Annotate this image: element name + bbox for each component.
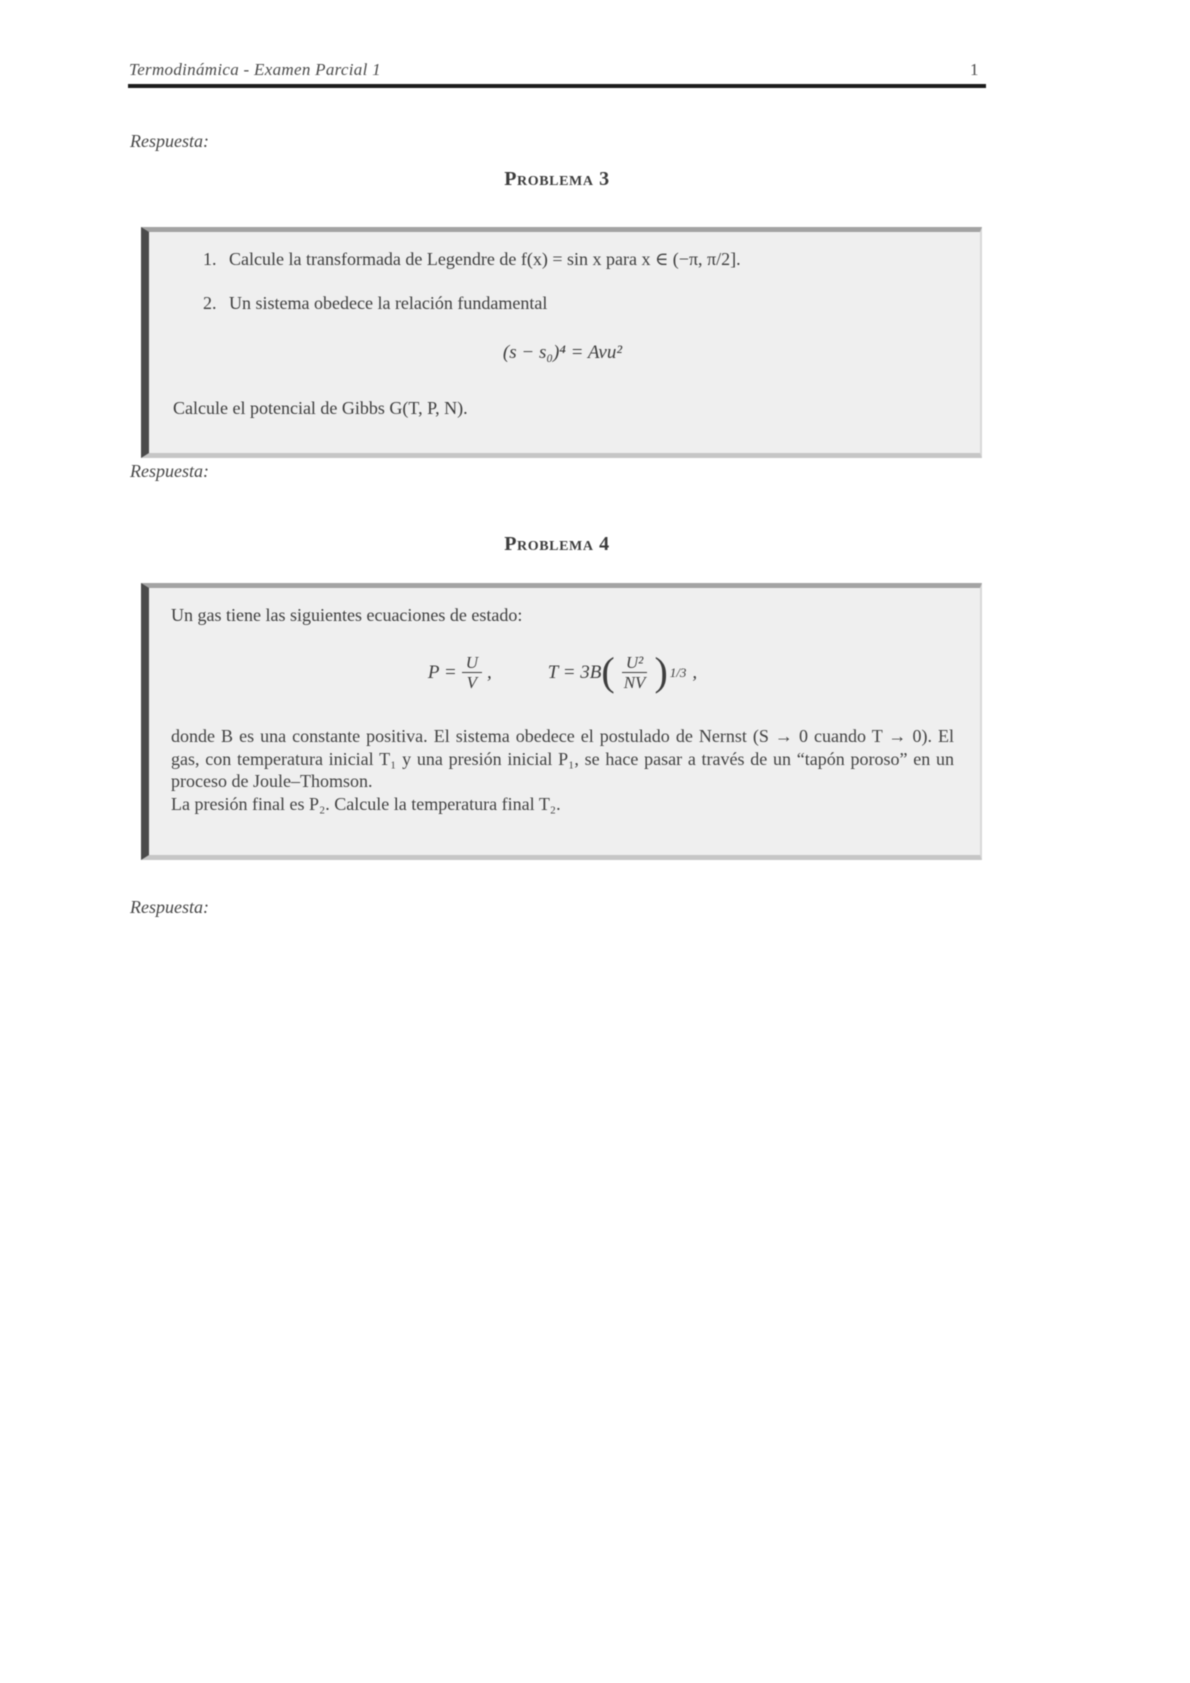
equations-of-state — [171, 643, 954, 701]
respuesta-label-2: Respuesta: — [130, 461, 209, 481]
fraction — [620, 653, 650, 692]
equation-end-punctuation: , — [692, 661, 698, 683]
gibbs-potential-instruction: Calcule el potencial de Gibbs G(T, P, N). — [173, 398, 468, 418]
header-rule — [128, 84, 986, 88]
problem-4-final-question: La presión final es P₂. Calcule la temperatura final T₂. — [171, 793, 561, 814]
item-number: 2. — [203, 293, 217, 313]
fraction-numerator: U² — [622, 653, 647, 673]
problem-4-heading: Problema 4 — [504, 533, 610, 555]
fundamental-relation-equation: (s − s₀)⁴ = Avu² — [502, 342, 623, 363]
header-title: Termodinámica - Examen Parcial 1 — [129, 60, 381, 79]
equation-separator: , — [486, 661, 492, 683]
equations-of-state-intro: Un gas tiene las siguientes ecuaciones de estado: — [171, 605, 523, 625]
problem-3-box — [141, 227, 982, 458]
enumerate-item-2 — [203, 292, 954, 315]
fraction-denominator: NV — [623, 672, 646, 692]
open-paren: ( — [601, 649, 615, 694]
fraction — [462, 653, 482, 692]
enumerate-item-1 — [203, 248, 954, 271]
problem-4-paragraph: donde B es una constante positiva. El sistema obedece el postulado de Nernst (S → 0 cuando T → 0). El gas, con temperatura inicial T₁ y una presión inicial P₁, se hace pasar a través de un “tapón poroso” en un proceso de Joule–Thomson. — [171, 726, 954, 791]
temperature-equation-lhs: T = 3B — [547, 661, 602, 683]
item-text: Un sistema obedece la relación fundamental — [229, 293, 548, 313]
item-number: 1. — [203, 249, 217, 269]
respuesta-label-1: Respuesta: — [130, 131, 209, 151]
pressure-equation-lhs: P = — [427, 661, 457, 683]
close-paren: ) — [654, 649, 668, 694]
problem-3-heading: Problema 3 — [504, 168, 610, 190]
fraction-numerator: U — [462, 653, 482, 673]
exponent: 1/3 — [669, 664, 687, 680]
respuesta-label-3: Respuesta: — [130, 897, 209, 917]
item-text: Calcule la transformada de Legendre de f(x) = sin x para x ∈ (−π, π/2]. — [229, 249, 741, 269]
problem-4-box — [141, 583, 982, 860]
fraction-denominator: V — [466, 672, 478, 692]
page-number: 1 — [970, 60, 979, 79]
